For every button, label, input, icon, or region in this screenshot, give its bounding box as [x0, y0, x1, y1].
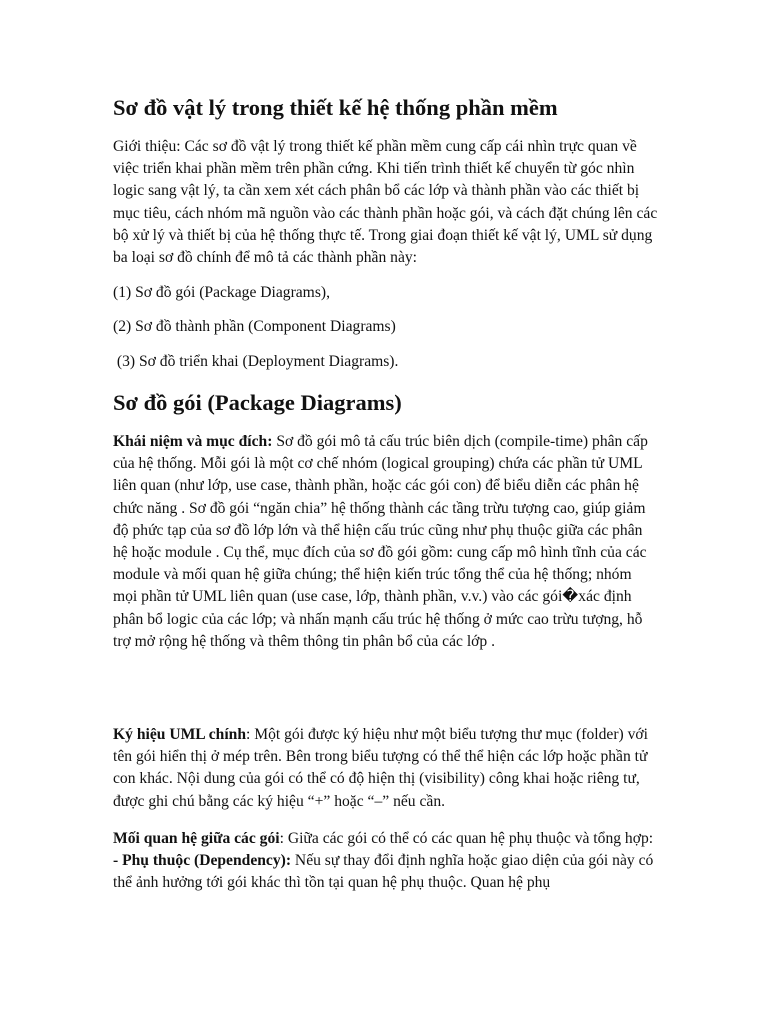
dependency-label: - Phụ thuộc (Dependency): — [113, 852, 292, 870]
concept-paragraph — [113, 431, 658, 653]
concept-text: Sơ đồ gói mô tả cấu trúc biên dịch (compile-time) phân cấp của hệ thống. Mỗi gói là một cơ chế nhóm (logical grouping) chứa các phần tử UML liên quan (như lớp, use case, thành phần, hoặc các gói con) để biểu diễn các phân hệ chức năng . Sơ đồ gói “ngăn chia” hệ thống thành các tầng trừu tượng cao, giúp giảm độ phức tạp của sơ đồ lớp lớn và thể hiện cấu trúc cũng như phụ thuộc giữa các phân hệ hoặc module . Cụ thể, mục đích của sơ đồ gói gồm: cung cấp mô hình tĩnh của các module và mối quan hệ giữa chúng; thể hiện kiến trúc tổng thể của hệ thống; nhóm mọi phần tử UML liên quan (use case, lớp, thành phần, v.v.) vào các gói�xác định phân bổ logic của các lớp; và nhấn mạnh cấu trúc hệ thống ở mức cao trừu tượng, hỗ trợ mở rộng hệ thống và thêm thông tin phân bổ của các lớp . — [113, 433, 648, 650]
relation-text: : Giữa các gói có thể có các quan hệ phụ thuộc và tổng hợp: — [279, 830, 654, 847]
document-title: Sơ đồ vật lý trong thiết kế hệ thống phần mềm — [113, 95, 558, 120]
intro-paragraph: Giới thiệu: Các sơ đồ vật lý trong thiết kế phần mềm cung cấp cái nhìn trực quan về việc triển khai phần mềm trên phần cứng. Khi tiến trình thiết kế chuyển từ góc nhìn logic sang vật lý, ta cần xem xét cách phân bổ các lớp và thành phần vào các thiết bị mục tiêu, cách nhóm mã nguồn vào các thành phần hoặc gói, và cách đặt chúng lên các bộ xử lý và thiết bị của hệ thống thực tế. Trong giai đoạn thiết kế vật lý, UML sử dụng ba loại sơ đồ chính để mô tả các thành phần này: — [113, 138, 658, 267]
notation-paragraph — [113, 724, 658, 813]
relation-paragraph — [113, 828, 658, 895]
list-item-component: (2) Sơ đồ thành phần (Component Diagrams) — [113, 318, 396, 335]
relation-label: Mối quan hệ giữa các gói — [113, 830, 280, 847]
list-item-deployment: (3) Sơ đồ triển khai (Deployment Diagrams). — [113, 353, 399, 370]
section-title: Sơ đồ gói (Package Diagrams) — [113, 390, 402, 415]
notation-label: Ký hiệu UML chính — [113, 726, 247, 743]
dependency-text: Nếu sự thay đổi định nghĩa hoặc giao diện của gói này có thể ảnh hưởng tới gói khác thì tồn tại quan hệ phụ thuộc. Quan hệ phụ — [113, 852, 654, 892]
concept-label: Khái niệm và mục đích: — [113, 433, 273, 450]
list-item-package: (1) Sơ đồ gói (Package Diagrams), — [113, 284, 330, 301]
notation-text: : Một gói được ký hiệu như một biểu tượng thư mục (folder) với tên gói hiển thị ở mép trên. Bên trong biểu tượng có thể thể hiện các lớp hoặc phần tử con khác. Nội dung của gói có thể có độ hiện thị (visibility) công khai hoặc riêng tư, được ghi chú bằng các ký hiệu “+” hoặc “–” nếu cần. — [113, 726, 649, 810]
